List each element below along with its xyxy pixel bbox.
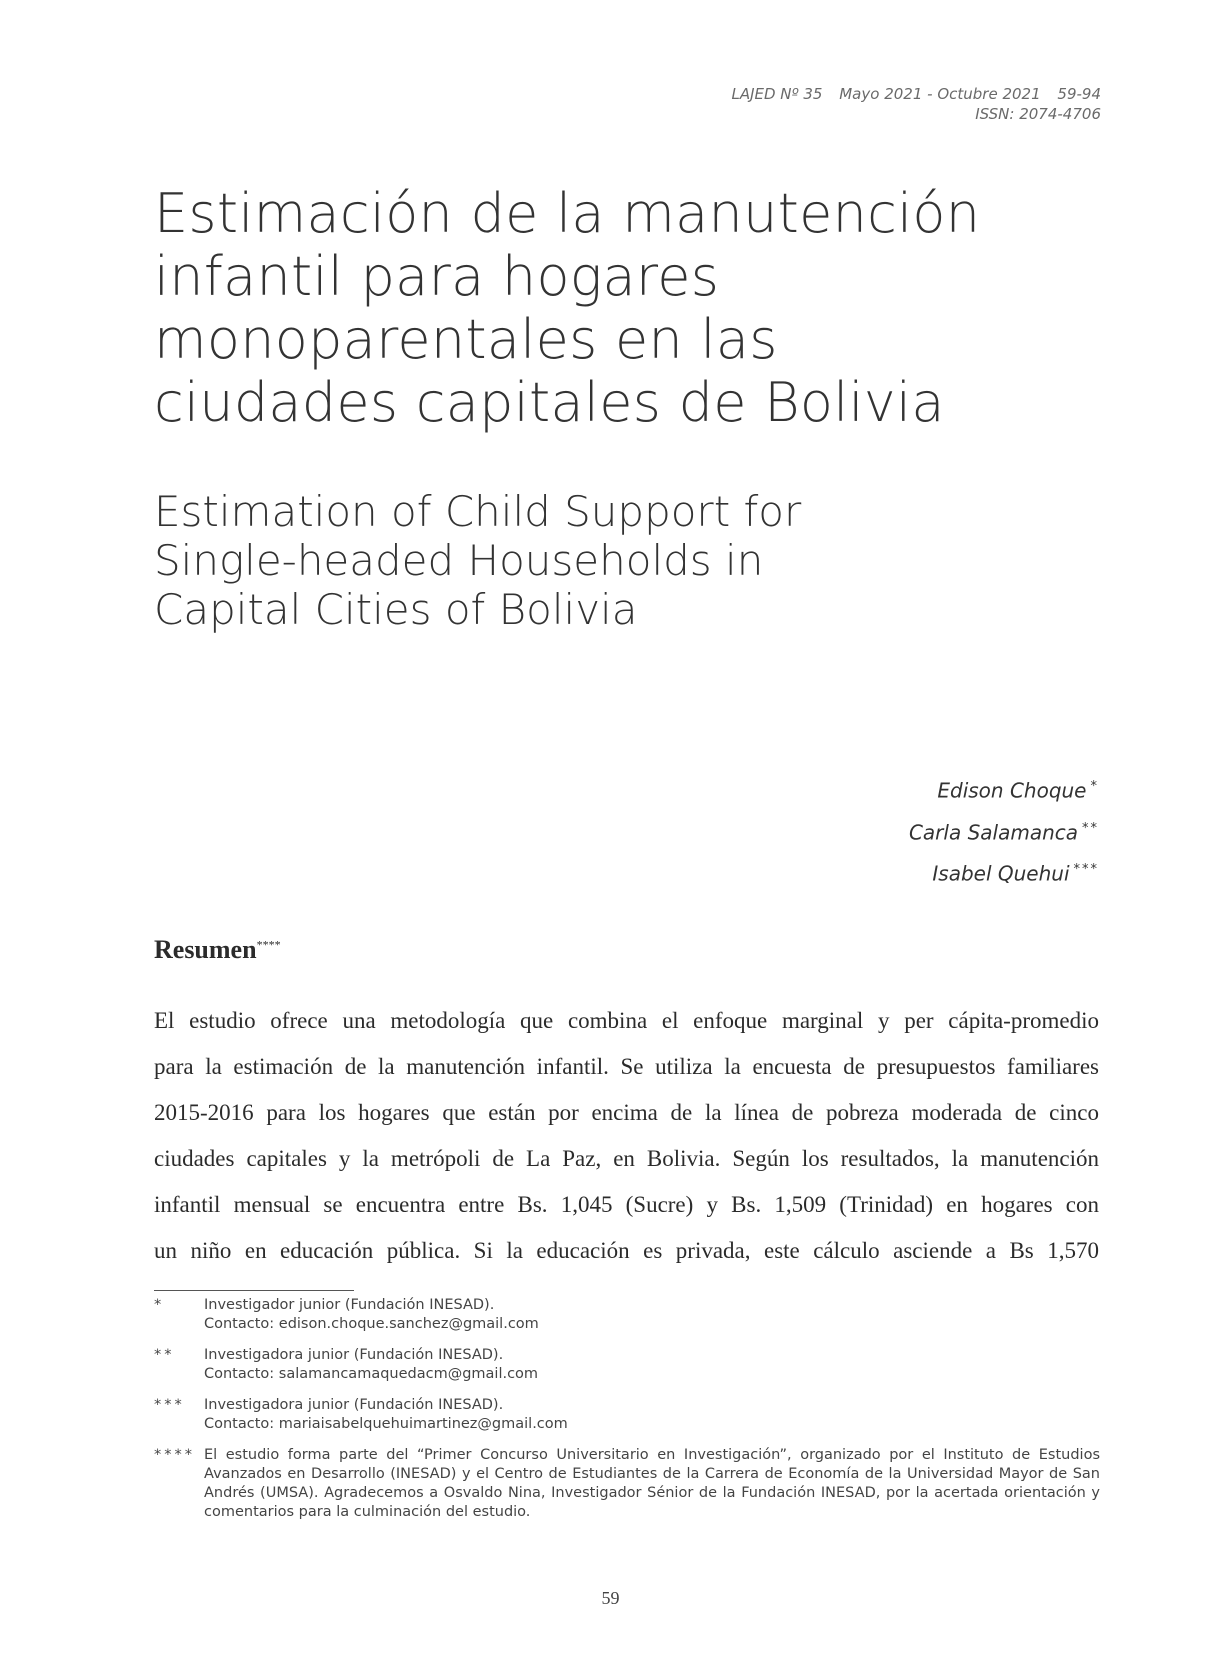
footnotes xyxy=(154,1296,1100,1534)
footnote xyxy=(154,1396,1100,1434)
author-footnote-mark: ** xyxy=(1082,820,1099,836)
title-es-line: ciudades capitales de Bolivia xyxy=(154,371,945,434)
footnote-contact: Contacto: salamancamaquedacm@gmail.com xyxy=(204,1366,539,1382)
journal-pages: 59-94 xyxy=(1057,85,1101,103)
journal-period: Mayo 2021 - Octubre 2021 xyxy=(839,85,1041,103)
title-es-line: Estimación de la manutención xyxy=(154,182,981,245)
footnote-contact: Contacto: mariaisabelquehuimartinez@gmail.com xyxy=(204,1416,568,1432)
abstract-line: infantil mensual se encuentra entre Bs. 1,045 (Sucre) y Bs. 1,509 (Trinidad) en hogares con xyxy=(154,1192,1099,1217)
footnote-mark: **** xyxy=(154,1447,195,1463)
abstract-line: El estudio ofrece una metodología que combina el enfoque marginal y per cápita-promedio xyxy=(154,1008,1099,1033)
page-number: 59 xyxy=(601,1588,620,1608)
footnote xyxy=(154,1346,1100,1384)
journal-issn: ISSN: 2074-4706 xyxy=(975,105,1101,123)
author-footnote-mark: *** xyxy=(1073,862,1099,878)
abstract-line: para la estimación de la manutención infantil. Se utiliza la encuesta de presupuestos familiares xyxy=(154,1054,1099,1079)
footnote-mark: ** xyxy=(154,1347,175,1363)
title-es-line: monoparentales en las xyxy=(154,308,778,371)
title-en-line: Estimation of Child Support for xyxy=(154,487,802,536)
author: Carla Salamanca ** xyxy=(908,820,1099,845)
footnote-mark: * xyxy=(154,1297,165,1313)
footnote-affiliation: Investigadora junior (Fundación INESAD). xyxy=(204,1347,504,1363)
journal-issue: LAJED Nº 35 xyxy=(731,85,823,103)
abstract-line: 2015-2016 para los hogares que están por encima de la línea de pobreza moderada de cinco xyxy=(154,1100,1099,1125)
author: Isabel Quehui *** xyxy=(932,861,1099,886)
footnote xyxy=(154,1296,1100,1334)
title-spanish xyxy=(154,182,1054,434)
title-en-line: Capital Cities of Bolivia xyxy=(154,585,638,634)
author-footnote-mark: * xyxy=(1090,779,1099,794)
footnote-separator xyxy=(154,1290,354,1291)
footnote-mark: *** xyxy=(154,1397,185,1413)
abstract-footnote-mark: **** xyxy=(256,937,281,952)
author: Edison Choque * xyxy=(937,778,1099,803)
abstract-body xyxy=(154,998,1099,1274)
running-header xyxy=(731,84,1101,124)
abstract-line: ciudades capitales y la metrópoli de La Paz, en Bolivia. Según los resultados, la manutención xyxy=(154,1146,1099,1171)
footnote xyxy=(154,1446,1100,1522)
footnote-affiliation: Investigador junior (Fundación INESAD). xyxy=(204,1297,495,1313)
header-journal-line xyxy=(731,84,1101,104)
title-en-line: Single-headed Households in xyxy=(154,536,764,585)
footnote-affiliation: Investigadora junior (Fundación INESAD). xyxy=(204,1397,504,1413)
abstract-heading: Resumen**** xyxy=(154,935,281,964)
title-es-line: infantil para hogares xyxy=(154,245,720,308)
abstract-line: un niño en educación pública. Si la educación es privada, este cálculo asciende a Bs 1,570 xyxy=(154,1238,1099,1263)
footnote-contact: Contacto: edison.choque.sanchez@gmail.com xyxy=(204,1316,539,1332)
title-english xyxy=(154,487,954,634)
author-list xyxy=(909,768,1099,893)
footnote-acknowledgement: El estudio forma parte del “Primer Concurso Universitario en Investigación”, organizado por el Instituto de Estudios Avanzados en Desarrollo (INESAD) y el Centro de Estudiantes de la Carrera de Economía de la Universidad Mayor de San Andrés (UMSA). Agradecemos a Osvaldo Nina, Investigador Sénior de la Fundación INESAD, por la acertada orientación y comentarios para la culminación del estudio. xyxy=(204,1447,1100,1520)
